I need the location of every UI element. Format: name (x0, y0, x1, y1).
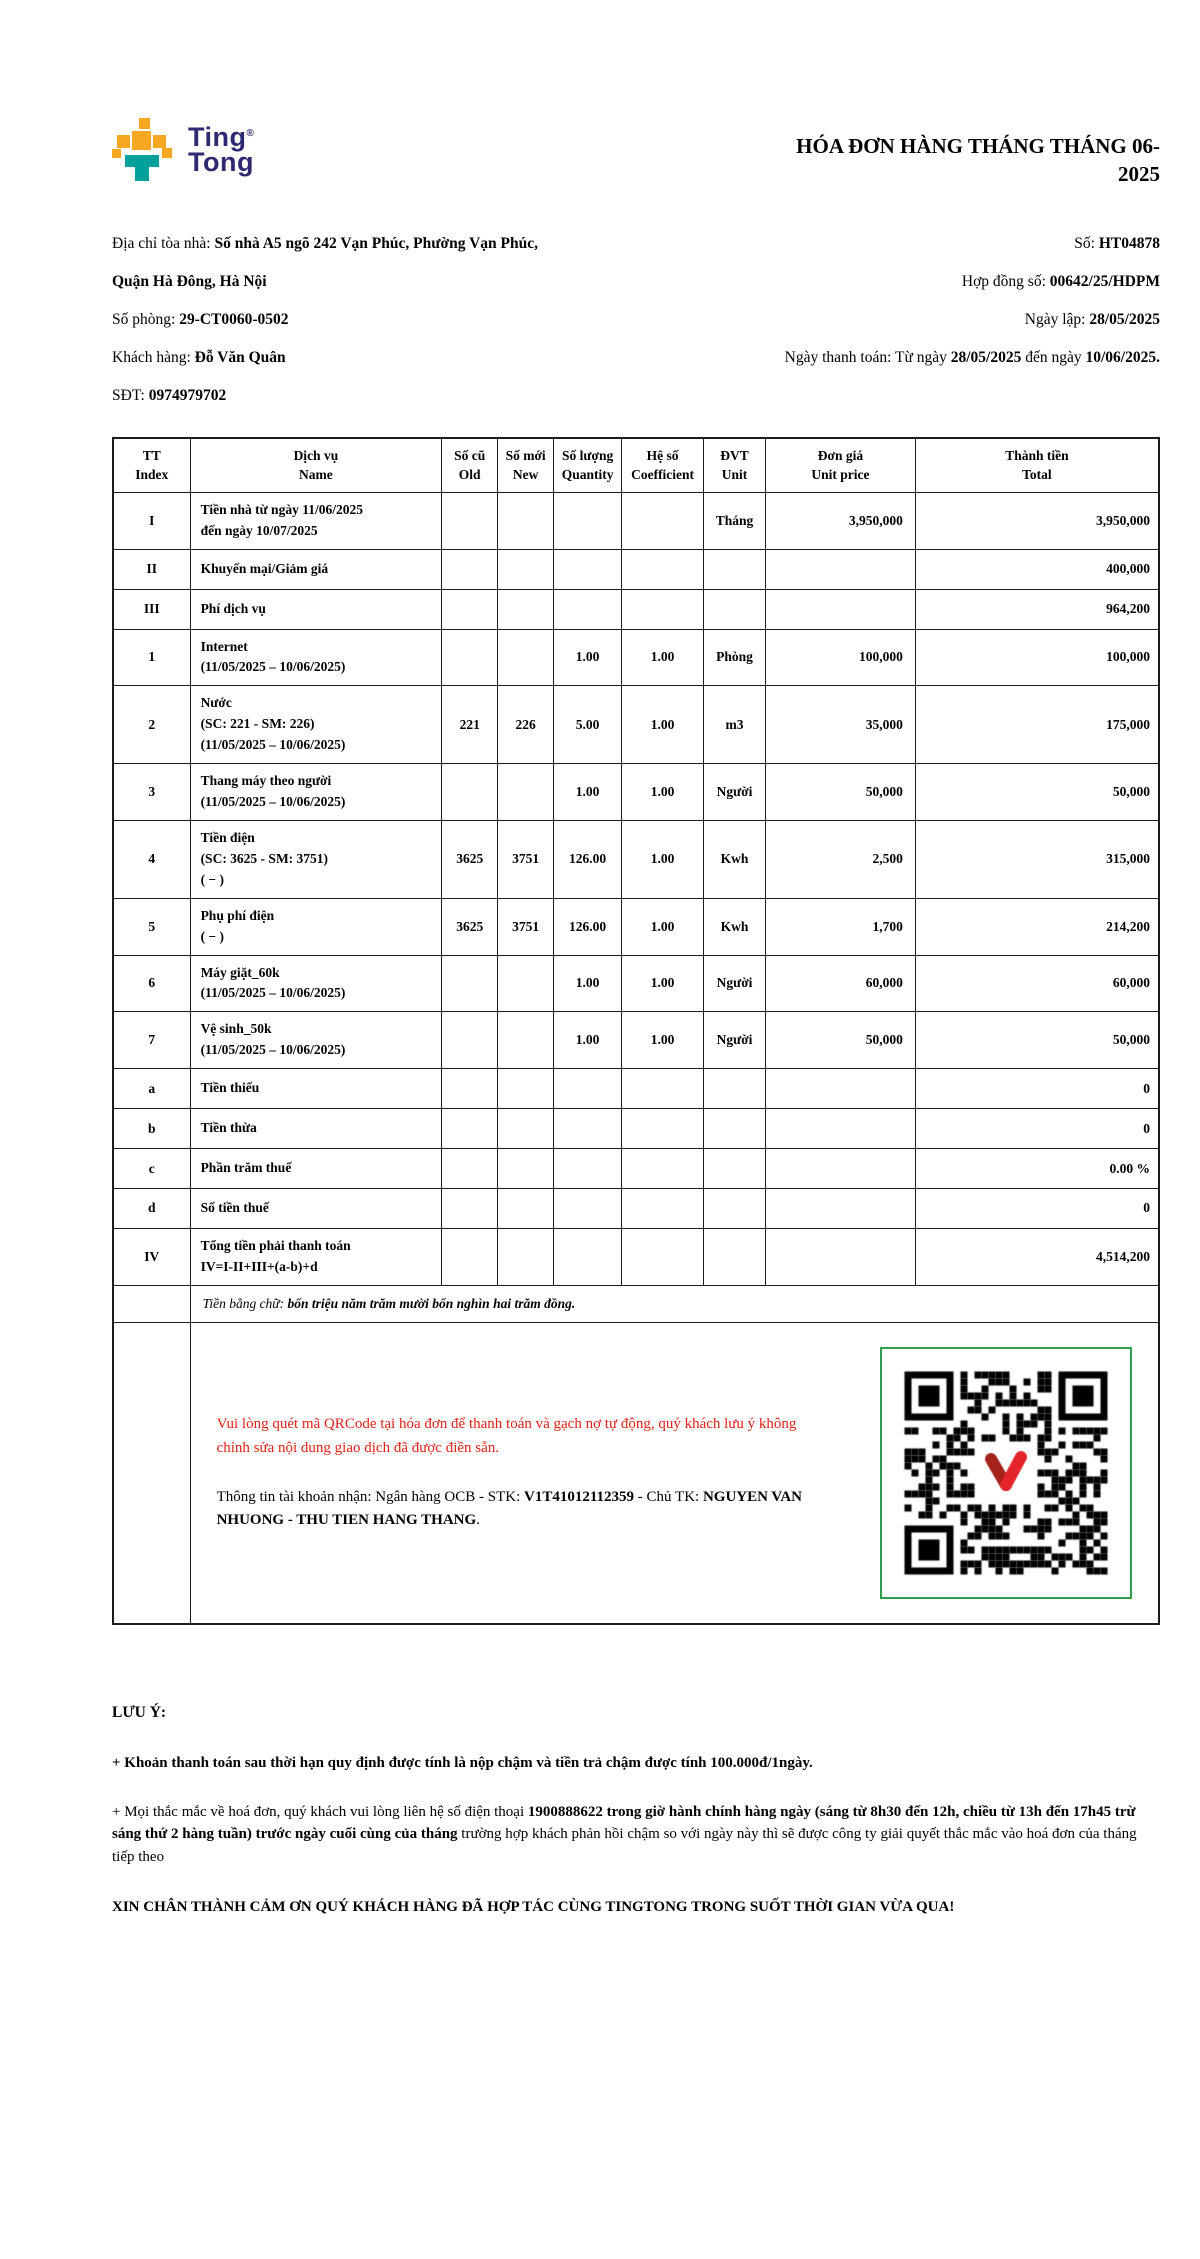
info-line (688, 267, 1160, 305)
row-cell: 50,000 (915, 1012, 1159, 1069)
row-cell: 0 (915, 1109, 1159, 1149)
row-cell: 50,000 (766, 1012, 916, 1069)
row-cell (554, 1228, 622, 1285)
row-cell (442, 1109, 498, 1149)
services-table (112, 437, 1160, 1625)
qr-row (113, 1322, 1159, 1624)
row-cell (622, 1189, 704, 1229)
thank-you-text: XIN CHÂN THÀNH CẢM ƠN QUÝ KHÁCH HÀNG ĐÃ HỢP TÁC CÙNG TINGTONG TRONG SUỐT THỜI GIAN VỪA QUA! (112, 1899, 955, 1916)
account-info (217, 1486, 817, 1533)
info-line (112, 267, 688, 305)
row-cell: 60,000 (915, 955, 1159, 1012)
row-cell (622, 492, 704, 549)
table-row (113, 629, 1159, 686)
row-cell: 126.00 (554, 820, 622, 898)
row-index: d (113, 1189, 190, 1229)
row-cell (704, 1228, 766, 1285)
brand-wordmark: Ting® Tong (188, 122, 255, 177)
text-run: . (476, 1512, 480, 1529)
row-cell (498, 1228, 554, 1285)
column-header: Đơn giá Unit price (766, 438, 916, 493)
note-late-payment (112, 1752, 1160, 1775)
text-run: 29-CT0060-0502 (179, 310, 289, 328)
info-line (112, 343, 688, 381)
row-cell: 315,000 (915, 820, 1159, 898)
row-index: 2 (113, 686, 190, 764)
text-run: Đỗ Văn Quân (194, 348, 286, 366)
row-cell: 1.00 (622, 955, 704, 1012)
text-run: Thông tin tài khoản nhận: Ngân hàng OCB - STK: (216, 1488, 525, 1505)
row-cell (704, 1149, 766, 1189)
row-cell (442, 492, 498, 549)
row-index: b (113, 1109, 190, 1149)
row-cell (766, 549, 916, 589)
service-name: Phí dịch vụ (190, 589, 442, 629)
row-cell: 3625 (442, 820, 498, 898)
row-cell: Kwh (704, 820, 766, 898)
text-run: 28/05/2025 (1089, 310, 1160, 328)
text-run: - Chủ TK: (634, 1488, 703, 1505)
row-cell (766, 1149, 916, 1189)
text-run: đến ngày (1021, 348, 1086, 366)
service-name: Tiền thiếu (190, 1069, 442, 1109)
table-row (113, 1012, 1159, 1069)
row-cell (766, 1189, 916, 1229)
row-index: III (113, 589, 190, 629)
row-cell (622, 1149, 704, 1189)
row-cell: 1.00 (622, 820, 704, 898)
table-row (113, 764, 1159, 821)
footer-notes (112, 1701, 1160, 1919)
row-cell: Kwh (704, 898, 766, 955)
column-header: Số lượng Quantity (554, 438, 622, 493)
text-run: Số phòng: (112, 310, 180, 328)
row-cell: 100,000 (915, 629, 1159, 686)
row-index: I (113, 492, 190, 549)
row-cell (766, 1109, 916, 1149)
row-cell: 50,000 (766, 764, 916, 821)
row-cell: 126.00 (554, 898, 622, 955)
row-cell: 35,000 (766, 686, 916, 764)
column-header: Dịch vụ Name (190, 438, 442, 493)
row-cell (622, 549, 704, 589)
column-header: Số cũ Old (442, 438, 498, 493)
text-run: 0974979702 (148, 386, 227, 404)
row-cell (442, 1189, 498, 1229)
table-row (113, 549, 1159, 589)
row-cell (442, 955, 498, 1012)
text-run: Hợp đồng số: (961, 272, 1050, 290)
info-line (688, 229, 1160, 267)
brand-logo (112, 118, 254, 182)
service-name: Tổng tiền phải thanh toán IV=I-II+III+(a-b)+d (190, 1228, 442, 1285)
text-run: 10/06/2025. (1085, 348, 1160, 366)
text-run: HT04878 (1098, 234, 1160, 252)
table-row (113, 1189, 1159, 1229)
table-row (113, 955, 1159, 1012)
row-cell: 221 (442, 686, 498, 764)
qr-red-note: Vui lòng quét mã QRCode tại hóa đơn để thanh toán và gạch nợ tự động, quý khách lưu ý không chỉnh sửa nội dung giao dịch đã được điền sẵn. (216, 1416, 797, 1456)
row-cell: 50,000 (915, 764, 1159, 821)
service-name: Máy giặt_60k (11/05/2025 – 10/06/2025) (190, 955, 442, 1012)
row-index: IV (113, 1228, 190, 1285)
column-header: Thành tiền Total (915, 438, 1159, 493)
row-cell (442, 1012, 498, 1069)
row-cell (766, 1228, 916, 1285)
info-line (112, 381, 688, 419)
text-run: trường hợp khách phản hồi chậm so với ngày này thì sẽ được công ty giải quyết thắc mắc vào hoá đơn của tháng tiếp theo (112, 1826, 1137, 1865)
table-row (113, 820, 1159, 898)
header (112, 118, 1160, 189)
row-index: 6 (113, 955, 190, 1012)
row-cell: Người (704, 1012, 766, 1069)
text-run: Ngày thanh toán: Từ ngày (784, 348, 951, 366)
row-cell (554, 1189, 622, 1229)
row-index: a (113, 1069, 190, 1109)
row-cell (704, 589, 766, 629)
row-cell (442, 549, 498, 589)
row-cell: 226 (498, 686, 554, 764)
row-cell: 1.00 (622, 898, 704, 955)
text-run: Số nhà A5 ngõ 242 Vạn Phúc, Phường Vạn Phúc, (214, 234, 538, 252)
row-cell: Phòng (704, 629, 766, 686)
service-name: Tiền thừa (190, 1109, 442, 1149)
row-cell (498, 1109, 554, 1149)
table-row (113, 589, 1159, 629)
empty-cell (113, 1322, 190, 1624)
row-cell: 2,500 (766, 820, 916, 898)
text-run: 1900888622 trong giờ hành chính hàng ngày (sáng từ 8h30 đến 12h, chiều từ 13h đến 17h45 trừ sáng thứ 2 hàng tuần) (112, 1803, 1136, 1843)
row-cell: 1.00 (554, 764, 622, 821)
text-run: NGUYEN VAN NHUONG - THU TIEN HANG THANG (216, 1488, 802, 1529)
qr-code (892, 1359, 1120, 1587)
service-name: Khuyến mại/Giảm giá (190, 549, 442, 589)
text-run: Số: (1074, 234, 1099, 252)
table-row (113, 1069, 1159, 1109)
table-row (113, 898, 1159, 955)
row-index: 7 (113, 1012, 190, 1069)
text-run: Tiền bằng chữ: (202, 1295, 288, 1311)
row-index: 3 (113, 764, 190, 821)
row-cell (498, 955, 554, 1012)
info-line (688, 305, 1160, 343)
row-cell (498, 589, 554, 629)
row-cell (498, 1149, 554, 1189)
note-hotline (112, 1801, 1160, 1869)
row-cell: 1,700 (766, 898, 916, 955)
info-right-column (688, 229, 1160, 419)
text-run: Địa chỉ tòa nhà: (112, 234, 215, 252)
row-cell (442, 764, 498, 821)
row-cell: 964,200 (915, 589, 1159, 629)
row-cell (704, 1069, 766, 1109)
column-header: Hệ số Coefficient (622, 438, 704, 493)
row-cell (704, 1109, 766, 1149)
info-line (688, 343, 1160, 381)
service-name: Vệ sinh_50k (11/05/2025 – 10/06/2025) (190, 1012, 442, 1069)
table-row (113, 492, 1159, 549)
row-cell (704, 1189, 766, 1229)
row-cell (442, 629, 498, 686)
table-body (113, 492, 1159, 1285)
text-run: 28/05/2025 (950, 348, 1022, 366)
row-cell (498, 1069, 554, 1109)
amount-in-words (190, 1285, 1159, 1322)
row-cell: 214,200 (915, 898, 1159, 955)
row-cell (554, 1149, 622, 1189)
row-cell: 0.00 % (915, 1149, 1159, 1189)
service-name: Thang máy theo người (11/05/2025 – 10/06/2025) (190, 764, 442, 821)
text-run: + Mọi thắc mắc về hoá đơn, quý khách vui lòng liên hệ số điện thoại (112, 1803, 528, 1820)
row-cell (498, 1012, 554, 1069)
row-cell: 3751 (498, 898, 554, 955)
row-cell: Người (704, 764, 766, 821)
service-name: Phụ phí điện ( − ) (190, 898, 442, 955)
qr-section (190, 1322, 1159, 1624)
row-cell: 0 (915, 1069, 1159, 1109)
table-header-row (113, 438, 1159, 493)
qr-frame (880, 1347, 1132, 1599)
text-run: 00642/25/HDPM (1049, 272, 1160, 290)
row-cell (554, 492, 622, 549)
row-cell: m3 (704, 686, 766, 764)
column-header: Số mới New (498, 438, 554, 493)
row-cell (554, 549, 622, 589)
row-cell (554, 1069, 622, 1109)
text-run: SĐT: (112, 386, 149, 404)
row-cell: 3625 (442, 898, 498, 955)
service-name: Tiền nhà từ ngày 11/06/2025 đến ngày 10/07/2025 (190, 492, 442, 549)
table-row (113, 1109, 1159, 1149)
row-cell: 1.00 (554, 629, 622, 686)
row-cell: Người (704, 955, 766, 1012)
row-cell (554, 589, 622, 629)
service-name: Phần trăm thuế (190, 1149, 442, 1189)
row-cell: 5.00 (554, 686, 622, 764)
row-cell (498, 1189, 554, 1229)
row-cell: 175,000 (915, 686, 1159, 764)
row-cell (704, 549, 766, 589)
row-cell: 1.00 (554, 1012, 622, 1069)
row-cell: 400,000 (915, 549, 1159, 589)
row-cell: 1.00 (622, 764, 704, 821)
row-cell (766, 1069, 916, 1109)
row-cell (622, 589, 704, 629)
amount-in-words-row (113, 1285, 1159, 1322)
row-index: 1 (113, 629, 190, 686)
table-row (113, 1228, 1159, 1285)
row-cell: 100,000 (766, 629, 916, 686)
row-cell: Tháng (704, 492, 766, 549)
text-run: V1T41012112359 (524, 1488, 635, 1505)
row-cell (498, 549, 554, 589)
row-cell: 4,514,200 (915, 1228, 1159, 1285)
notes-heading: LƯU Ý: (112, 1703, 167, 1721)
row-cell (498, 629, 554, 686)
info-line (112, 305, 688, 343)
text-run: Khách hàng: (112, 348, 195, 366)
row-cell (554, 1109, 622, 1149)
row-index: 4 (113, 820, 190, 898)
text-run: + Khoản thanh toán sau thời hạn quy định được tính là nộp chậm và tiền trả chậm được tính 100.000đ/1ngày. (112, 1755, 813, 1772)
service-name: Internet (11/05/2025 – 10/06/2025) (190, 629, 442, 686)
row-cell (442, 1228, 498, 1285)
row-index: c (113, 1149, 190, 1189)
row-cell (498, 492, 554, 549)
service-name: Số tiền thuế (190, 1189, 442, 1229)
invoice-title: HÓA ĐƠN HÀNG THÁNG THÁNG 06- 2025 (796, 134, 1160, 187)
service-name: Tiền điện (SC: 3625 - SM: 3751) ( − ) (190, 820, 442, 898)
text-run: Ngày lập: (1024, 310, 1090, 328)
row-cell: 1.00 (622, 1012, 704, 1069)
column-header: ĐVT Unit (704, 438, 766, 493)
table-row (113, 1149, 1159, 1189)
text-run: trước ngày cuối cùng của tháng (251, 1826, 462, 1843)
row-cell: 3,950,000 (915, 492, 1159, 549)
service-name: Nước (SC: 221 - SM: 226) (11/05/2025 – 10/06/2025) (190, 686, 442, 764)
row-cell (766, 589, 916, 629)
text-run: Quận Hà Đông, Hà Nội (112, 272, 267, 290)
row-cell (622, 1109, 704, 1149)
info-left-column (112, 229, 688, 419)
empty-cell (113, 1285, 190, 1322)
table-row (113, 686, 1159, 764)
tingtong-logo-icon (112, 118, 176, 182)
row-cell (442, 589, 498, 629)
row-cell (622, 1228, 704, 1285)
row-cell (498, 764, 554, 821)
invoice-info (112, 229, 1160, 419)
qr-instructions (217, 1413, 817, 1532)
column-header: TT Index (113, 438, 190, 493)
row-cell: 1.00 (622, 629, 704, 686)
row-cell: 3751 (498, 820, 554, 898)
row-index: 5 (113, 898, 190, 955)
row-cell: 1.00 (622, 686, 704, 764)
row-cell (442, 1149, 498, 1189)
text-run: bốn triệu năm trăm mười bốn nghìn hai trăm đồng. (287, 1295, 576, 1311)
row-cell: 1.00 (554, 955, 622, 1012)
row-index: II (113, 549, 190, 589)
row-cell: 3,950,000 (766, 492, 916, 549)
row-cell (622, 1069, 704, 1109)
info-line (112, 229, 688, 267)
row-cell: 0 (915, 1189, 1159, 1229)
row-cell (442, 1069, 498, 1109)
row-cell: 60,000 (766, 955, 916, 1012)
